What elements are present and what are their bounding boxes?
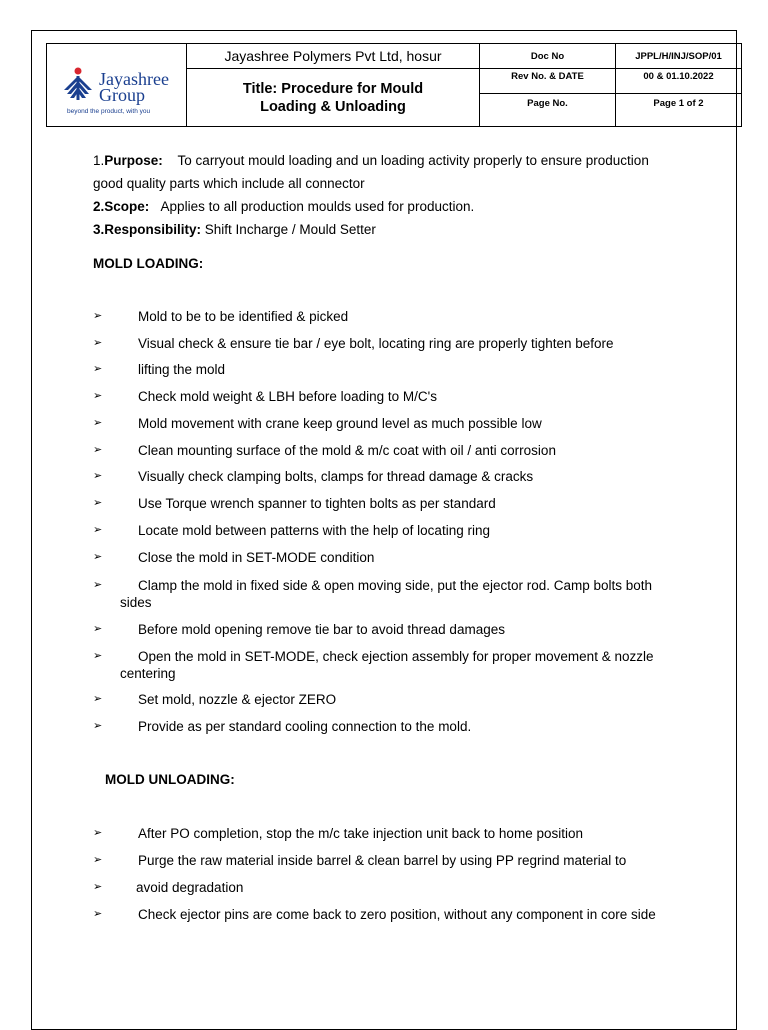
scope-line [93, 198, 474, 216]
list-item-text: Check ejector pins are come back to zero position, without any component in core side [138, 907, 656, 922]
unloading-heading: MOLD UNLOADING: [105, 772, 235, 787]
list-item-text: Clean mounting surface of the mold & m/c coat with oil / anti corrosion [138, 443, 556, 458]
company-name: Jayashree Polymers Pvt Ltd, hosur [186, 43, 480, 69]
logo-cell [46, 43, 187, 127]
page-no-value: Page 1 of 2 [615, 93, 742, 127]
purpose-line-2: good quality parts which include all connector [93, 176, 365, 191]
bullet-arrow-icon: ➢ [93, 497, 103, 509]
document-title [186, 68, 480, 127]
responsibility-text: Shift Incharge / Mould Setter [204, 222, 376, 237]
list-item-continuation: sides [120, 595, 152, 610]
logo-name-2: Group [99, 85, 145, 105]
doc-no-value: JPPL/H/INJ/SOP/01 [615, 43, 742, 69]
list-item-text: After PO completion, stop the m/c take injection unit back to home position [138, 826, 583, 841]
list-item-text: Set mold, nozzle & ejector ZERO [138, 692, 337, 707]
bullet-arrow-icon: ➢ [93, 881, 103, 893]
bullet-arrow-icon: ➢ [93, 310, 103, 322]
list-item-text: avoid degradation [136, 880, 244, 895]
loading-heading: MOLD LOADING: [93, 256, 204, 271]
list-item-text: Clamp the mold in fixed side & open moving side, put the ejector rod. Camp bolts both [138, 578, 653, 593]
bullet-arrow-icon: ➢ [93, 579, 103, 591]
bullet-arrow-icon: ➢ [93, 693, 103, 705]
logo-name: Jayashree [99, 69, 169, 89]
bullet-arrow-icon: ➢ [93, 854, 103, 866]
bullet-arrow-icon: ➢ [93, 444, 103, 456]
bullet-arrow-icon: ➢ [93, 337, 103, 349]
title-line-2: Loading & Unloading [260, 98, 406, 115]
list-item-text: Provide as per standard cooling connection to the mold. [138, 719, 472, 734]
page-no-label: Page No. [479, 93, 616, 127]
purpose-line [93, 152, 649, 170]
bullet-arrow-icon: ➢ [93, 623, 103, 635]
bullet-arrow-icon: ➢ [93, 417, 103, 429]
bullet-arrow-icon: ➢ [93, 390, 103, 402]
logo-emblem-icon [61, 66, 95, 102]
purpose-prefix: 1. [93, 153, 105, 168]
bullet-arrow-icon: ➢ [93, 524, 103, 536]
bullet-arrow-icon: ➢ [93, 470, 103, 482]
list-item-text: Before mold opening remove tie bar to avoid thread damages [138, 622, 505, 637]
logo-tagline: beyond the product, with you [67, 108, 151, 115]
list-item-text: Mold movement with crane keep ground level as much possible low [138, 416, 542, 431]
bullet-arrow-icon: ➢ [93, 720, 103, 732]
list-item-text: lifting the mold [138, 362, 226, 377]
bullet-arrow-icon: ➢ [93, 363, 103, 375]
list-item-text: Open the mold in SET-MODE, check ejection assembly for proper movement & nozzle [138, 649, 654, 664]
doc-no-label: Doc No [479, 43, 616, 69]
rev-value: 00 & 01.10.2022 [615, 68, 742, 94]
list-item-text: Close the mold in SET-MODE condition [138, 550, 375, 565]
rev-label: Rev No. & DATE [479, 68, 616, 94]
bullet-arrow-icon: ➢ [93, 650, 103, 662]
scope-text: Applies to all production moulds used for production. [160, 199, 475, 214]
title-line-1: Title: Procedure for Mould [242, 80, 424, 97]
bullet-arrow-icon: ➢ [93, 908, 103, 920]
responsibility-line [93, 221, 376, 239]
list-item-text: Locate mold between patterns with the help of locating ring [138, 523, 490, 538]
list-item-text: Purge the raw material inside barrel & clean barrel by using PP regrind material to [138, 853, 627, 868]
scope-label: 2.Scope: [93, 199, 150, 214]
list-item-text: Check mold weight & LBH before loading to M/C's [138, 389, 437, 404]
list-item-text: Use Torque wrench spanner to tighten bolts as per standard [138, 496, 496, 511]
responsibility-label: 3.Responsibility: [93, 222, 202, 237]
bullet-arrow-icon: ➢ [93, 827, 103, 839]
list-item-text: Visually check clamping bolts, clamps for thread damage & cracks [138, 469, 534, 484]
company-logo [61, 64, 181, 118]
bullet-arrow-icon: ➢ [93, 551, 103, 563]
purpose-label: Purpose: [104, 153, 163, 168]
list-item-text: Mold to be to be identified & picked [138, 309, 349, 324]
list-item-continuation: centering [120, 666, 176, 681]
document-header [46, 43, 742, 127]
purpose-text: To carryout mould loading and un loading activity properly to ensure production [177, 153, 649, 168]
list-item-text: Visual check & ensure tie bar / eye bolt, locating ring are properly tighten before [138, 336, 614, 351]
